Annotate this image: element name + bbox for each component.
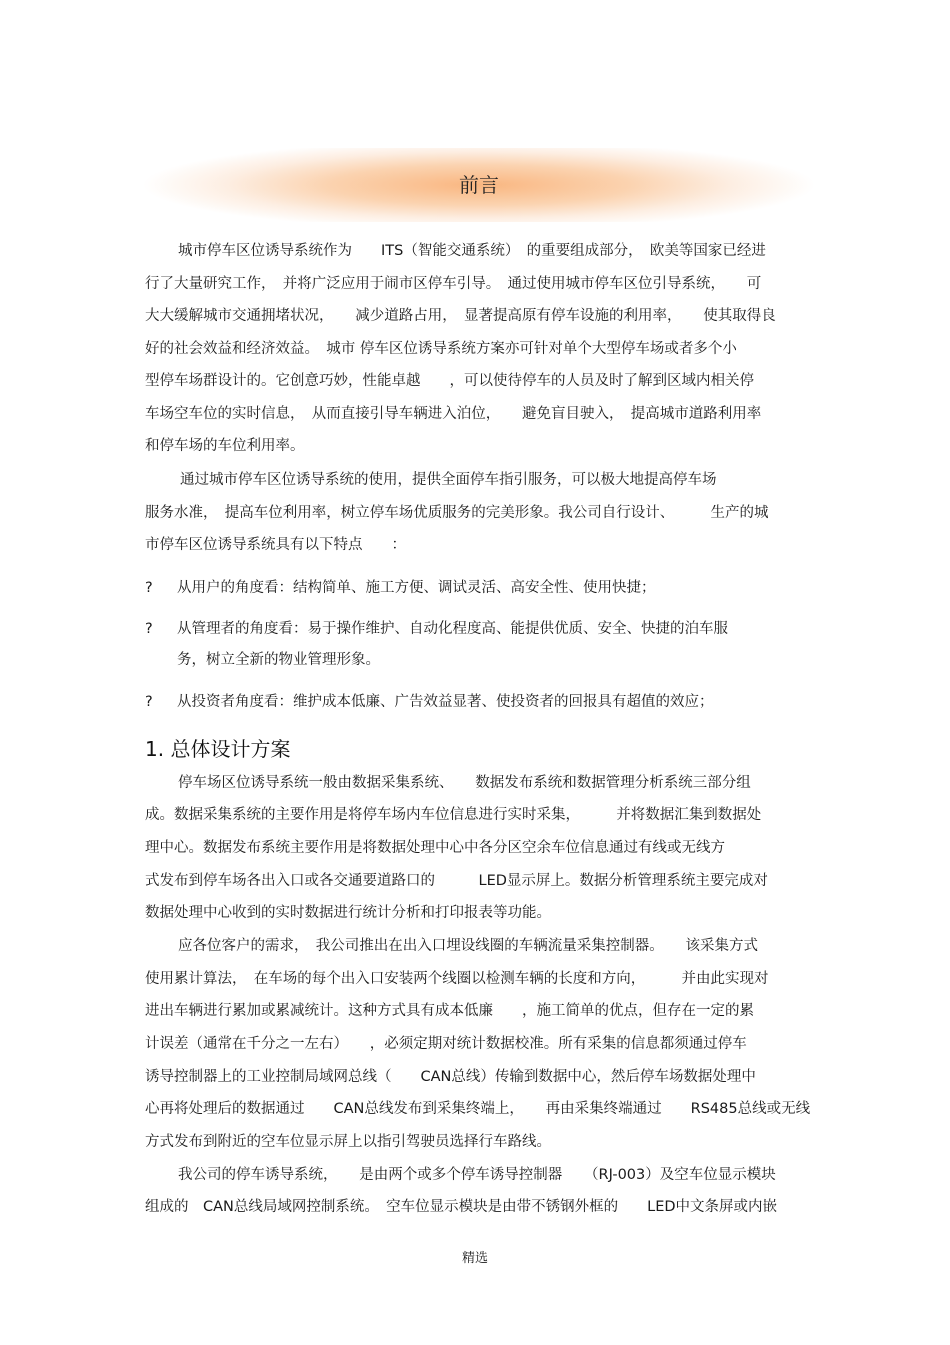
section1-para1-line: 式发布到停车场各出入口或各交通要道路口的 LED显示屏上。数据分析管理系统主要完成对 (145, 873, 768, 889)
section1-para2-line: 进出车辆进行累加或累减统计。这种方式具有成本低廉 ，施工简单的优点，但存在一定的累 (145, 1003, 754, 1019)
section1-para1-line: 数据处理中心收到的实时数据进行统计分析和打印报表等功能。 (145, 905, 551, 921)
section-heading: 1. 总体设计方案 (145, 737, 291, 761)
preface-para1-line: 和停车场的车位利用率。 (145, 438, 305, 454)
section1-para2-line: 应各位客户的需求， 我公司推出在出入口埋设线圈的车辆流量采集控制器。 该采集方式 (178, 938, 758, 954)
section1-para3-line: 我公司的停车诱导系统， 是由两个或多个停车诱导控制器 （RJ-003）及空车位显示模块 (178, 1167, 776, 1183)
preface-para1-line: 好的社会效益和经济效益。 城市 停车区位诱导系统方案亦可针对单个大型停车场或者多个小 (145, 341, 737, 357)
bullet-text: 从管理者的角度看：易于操作维护、自动化程度高、能提供优质、安全、快捷的泊车服 (177, 621, 728, 637)
preface-para1-line: 大大缓解城市交通拥堵状况， 减少道路占用， 显著提高原有停车设施的利用率， 使其取得良 (145, 308, 776, 324)
preface-para2-line: 服务水准， 提高车位利用率，树立停车场优质服务的完美形象。我公司自行设计、 生产的城 (145, 505, 769, 521)
preface-banner (143, 148, 815, 222)
bullet-marker: ? (145, 694, 153, 710)
section1-para1-line: 理中心。数据发布系统主要作用是将数据处理中心中各分区空余车位信息通过有线或无线方 (145, 840, 725, 856)
bullet-marker: ? (145, 580, 153, 596)
section1-para1-line: 成。数据采集系统的主要作用是将停车场内车位信息进行实时采集， 并将数据汇集到数据处 (145, 807, 762, 823)
preface-para1-line: 行了大量研究工作， 并将广泛应用于闹市区停车引导。 通过使用城市停车区位引导系统， 可 (145, 276, 762, 292)
bullet-text: 从用户的角度看：结构简单、施工方便、调试灵活、高安全性、使用快捷； (177, 580, 656, 596)
preface-para2-line: 通过城市停车区位诱导系统的使用，提供全面停车指引服务，可以极大地提高停车场 (180, 472, 717, 488)
preface-para2-line: 市停车区位诱导系统具有以下特点 ： (145, 537, 406, 553)
bullet-text: 务，树立全新的物业管理形象。 (177, 652, 380, 668)
page-footer: 精选 (461, 1251, 488, 1266)
preface-para1-line: 车场空车位的实时信息， 从而直接引导车辆进入泊位， 避免盲目驶入， 提高城市道路利用率 (145, 406, 762, 422)
section1-para2-line: 使用累计算法， 在车场的每个出入口安装两个线圈以检测车辆的长度和方向， 并由此实现对 (145, 971, 769, 987)
bullet-marker: ? (145, 621, 153, 637)
section1-para2-line: 计误差（通常在千分之一左右） ，必须定期对统计数据校准。所有采集的信息都须通过停车 (145, 1036, 747, 1052)
preface-para1-line: 型停车场群设计的。它创意巧妙，性能卓越 ，可以使待停车的人员及时了解到区域内相关停 (145, 373, 754, 389)
section1-para1-line: 停车场区位诱导系统一般由数据采集系统、 数据发布系统和数据管理分析系统三部分组 (178, 775, 751, 791)
bullet-text: 从投资者角度看：维护成本低廉、广告效益显著、使投资者的回报具有超值的效应； (177, 694, 714, 710)
preface-title: 前言 (459, 173, 499, 197)
preface-para1-line: 城市停车区位诱导系统作为 ITS（智能交通系统） 的重要组成部分， 欧美等国家已经进 (178, 243, 766, 259)
section1-para2-line: 心再将处理后的数据通过 CAN总线发布到采集终端上， 再由采集终端通过 RS485总线或无线 (145, 1101, 811, 1117)
section1-para3-line: 组成的 CAN总线局域网控制系统。 空车位显示模块是由带不锈钢外框的 LED中文条屏或内嵌 (145, 1199, 778, 1215)
section1-para2-line: 方式发布到附近的空车位显示屏上以指引驾驶员选择行车路线。 (145, 1134, 551, 1150)
section1-para2-line: 诱导控制器上的工业控制局域网总线（ CAN总线）传输到数据中心，然后停车场数据处理中 (145, 1069, 756, 1085)
